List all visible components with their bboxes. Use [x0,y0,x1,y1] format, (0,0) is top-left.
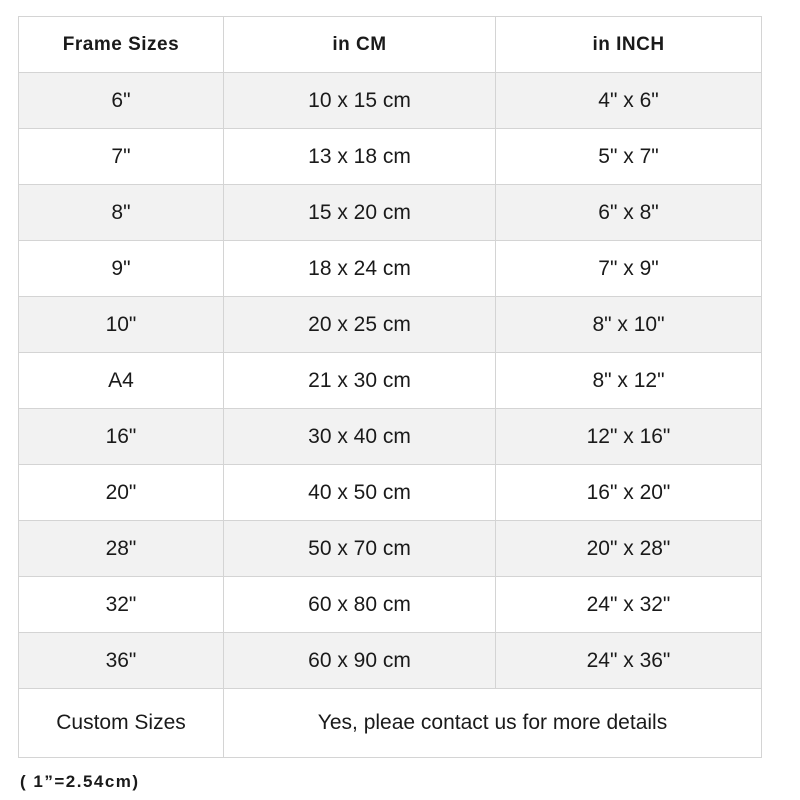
table-row [19,633,762,689]
header-in-inch: in INCH [496,17,762,73]
custom-sizes-note: Yes, pleae contact us for more details [224,689,762,758]
inch-size-cell: 8" x 12" [496,353,762,409]
frame-size-cell: A4 [19,353,224,409]
cm-size-cell: 20 x 25 cm [224,297,496,353]
conversion-footnote: ( 1”=2.54cm) [20,772,140,791]
cm-size-cell: 40 x 50 cm [224,465,496,521]
inch-size-cell: 24" x 32" [496,577,762,633]
cm-size-cell: 10 x 15 cm [224,73,496,129]
inch-size-cell: 24" x 36" [496,633,762,689]
header-in-cm: in CM [224,17,496,73]
frame-size-cell: 16" [19,409,224,465]
inch-size-cell: 7" x 9" [496,241,762,297]
inch-size-cell: 20" x 28" [496,521,762,577]
frame-size-cell: 9" [19,241,224,297]
frame-size-cell: 28" [19,521,224,577]
cm-size-cell: 15 x 20 cm [224,185,496,241]
frame-size-cell: 7" [19,129,224,185]
table-row [19,353,762,409]
table-row [19,241,762,297]
inch-size-cell: 16" x 20" [496,465,762,521]
cm-size-cell: 30 x 40 cm [224,409,496,465]
frame-size-table [18,16,762,758]
inch-size-cell: 4" x 6" [496,73,762,129]
table-row [19,73,762,129]
inch-size-cell: 8" x 10" [496,297,762,353]
table-row [19,409,762,465]
table-row [19,129,762,185]
cm-size-cell: 50 x 70 cm [224,521,496,577]
inch-size-cell: 12" x 16" [496,409,762,465]
table-row [19,465,762,521]
header-frame-sizes: Frame Sizes [19,17,224,73]
frame-size-cell: 32" [19,577,224,633]
frame-size-cell: 36" [19,633,224,689]
cm-size-cell: 60 x 80 cm [224,577,496,633]
inch-size-cell: 6" x 8" [496,185,762,241]
frame-size-cell: 6" [19,73,224,129]
table-row [19,577,762,633]
table-row [19,297,762,353]
table-header-row [19,17,762,73]
inch-size-cell: 5" x 7" [496,129,762,185]
cm-size-cell: 13 x 18 cm [224,129,496,185]
table-row [19,521,762,577]
cm-size-cell: 18 x 24 cm [224,241,496,297]
frame-size-cell: 8" [19,185,224,241]
cm-size-cell: 21 x 30 cm [224,353,496,409]
frame-size-cell: 20" [19,465,224,521]
frame-size-cell: 10" [19,297,224,353]
custom-sizes-label: Custom Sizes [19,689,224,758]
custom-sizes-row [19,689,762,758]
cm-size-cell: 60 x 90 cm [224,633,496,689]
table-row [19,185,762,241]
